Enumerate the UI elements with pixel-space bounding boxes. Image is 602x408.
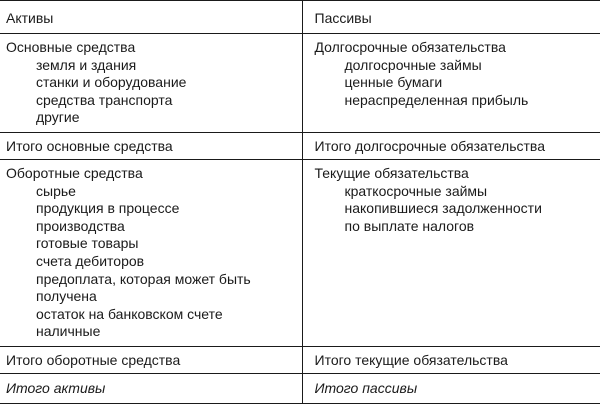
fixed-assets-item: другие bbox=[36, 109, 80, 126]
section-row-fixed bbox=[0, 34, 600, 133]
fixed-assets-total: Итого основные средства bbox=[0, 132, 302, 159]
current-liabilities-total: Итого текущие обязательства bbox=[302, 346, 600, 373]
section-row-current bbox=[0, 159, 600, 346]
current-assets-item: сырье bbox=[36, 182, 76, 199]
long-term-liabilities-item: ценные бумаги bbox=[344, 74, 443, 91]
current-liabilities-title: Текущие обязательства bbox=[314, 164, 469, 181]
current-assets-title: Оборотные средства bbox=[6, 164, 143, 181]
current-liabilities-item: краткосрочные займы bbox=[344, 182, 488, 199]
fixed-assets-title: Основные средства bbox=[6, 39, 136, 55]
current-assets-item: готовые товары bbox=[36, 235, 139, 252]
header-liabilities: Пассивы bbox=[302, 1, 600, 34]
current-liabilities-item: по выплате налогов bbox=[344, 217, 475, 234]
current-assets-item: остаток на банковском счете bbox=[36, 305, 223, 322]
current-assets-item: счета дебиторов bbox=[36, 252, 145, 269]
current-assets-item: предоплата, которая может быть bbox=[36, 270, 251, 287]
assets-total: Итого активы bbox=[0, 373, 302, 403]
liabilities-total: Итого пассивы bbox=[302, 373, 600, 403]
totals-row-1 bbox=[0, 132, 600, 159]
long-term-liabilities-title: Долгосрочные обязательства bbox=[314, 39, 506, 55]
current-assets-item: наличные bbox=[36, 323, 101, 340]
current-liabilities-cell bbox=[302, 159, 600, 346]
fixed-assets-item: станки и оборудование bbox=[36, 74, 187, 91]
fixed-assets-item: средства транспорта bbox=[36, 91, 173, 108]
long-term-liabilities-cell bbox=[302, 34, 600, 133]
header-row bbox=[0, 1, 600, 34]
totals-row-final bbox=[0, 373, 600, 403]
long-term-liabilities-item: долгосрочные займы bbox=[344, 56, 482, 73]
fixed-assets-cell bbox=[0, 34, 302, 133]
fixed-assets-item: земля и здания bbox=[36, 56, 137, 73]
long-term-liabilities-item: нераспределенная прибыль bbox=[344, 91, 529, 108]
totals-row-2 bbox=[0, 346, 600, 373]
long-term-liabilities-total: Итого долгосрочные обязательства bbox=[302, 132, 600, 159]
current-liabilities-item: накопившиеся задолженности bbox=[344, 200, 542, 217]
current-assets-item: производства bbox=[36, 217, 125, 234]
current-assets-item: получена bbox=[36, 288, 97, 305]
current-assets-total: Итого оборотные средства bbox=[0, 346, 302, 373]
current-assets-cell bbox=[0, 159, 302, 346]
current-assets-item: продукция в процессе bbox=[36, 200, 180, 217]
header-assets: Активы bbox=[0, 1, 302, 34]
